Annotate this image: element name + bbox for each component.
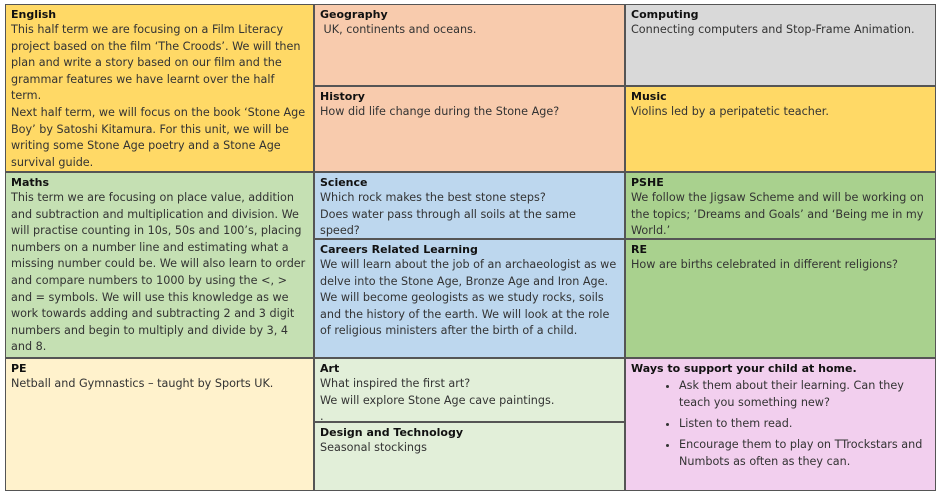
pshe-text: We follow the Jigsaw Scheme and will be working on the topics; ‘Dreams and Goals’ and ‘Being me in my World.’ (631, 191, 924, 238)
geography-heading: Geography (320, 8, 388, 21)
computing-text: Connecting computers and Stop-Frame Animation. (631, 23, 915, 36)
art-line-1: What inspired the first art? (320, 377, 471, 390)
english-heading: English (11, 8, 57, 21)
support-heading: Ways to support your child at home. (631, 362, 857, 375)
maths-text: This term we are focusing on place value, addition and subtraction and multiplication and division. We will practise counting in 10s, 50s and 100’s, placing numbers on a number line and estimating what a missing number could be. We will also learn to order and compare numbers to 1000 by using the <, > and = symbols. We will use this knowledge as we work towards adding and subtracting 2 and 3 digit numbers and begin to multiply and divide by 3, 4 and 8. (11, 191, 306, 354)
maths-heading: Maths (11, 176, 50, 189)
computing-heading: Computing (631, 8, 699, 21)
careers-heading: Careers Related Learning (320, 243, 478, 256)
english-paragraph-1: This half term we are focusing on a Film Literacy project based on the film ‘The Croods’. We will then plan and write a story based on our film and the grammar features we have learnt over the half term. (11, 23, 301, 103)
science-line-2: Does water pass through all soils at the same speed? (320, 207, 576, 238)
music-cell (625, 86, 936, 172)
design-technology-text: Seasonal stockings (320, 441, 427, 454)
careers-text: We will learn about the job of an archaeologist as we delve into the Stone Age, Bronze Age and Iron Age. We will become geologists as we study rocks, soils and the history of the earth. We will look at the role of religious ministers after the birth of a child. (320, 258, 617, 338)
science-line-1: Which rock makes the best stone steps? (320, 191, 546, 204)
maths-cell (5, 172, 314, 358)
art-heading: Art (320, 362, 340, 375)
careers-cell (314, 239, 625, 358)
re-cell (625, 239, 936, 358)
re-heading: RE (631, 243, 647, 256)
design-technology-cell (314, 422, 625, 491)
history-cell (314, 86, 625, 172)
science-heading: Science (320, 176, 368, 189)
art-cell (314, 358, 625, 422)
design-technology-heading: Design and Technology (320, 426, 464, 439)
art-line-3: . (320, 410, 324, 422)
music-text: Violins led by a peripatetic teacher. (631, 105, 829, 118)
support-list (631, 377, 930, 470)
music-heading: Music (631, 90, 667, 103)
history-heading: History (320, 90, 365, 103)
support-item: • Ask them about their learning. Can they teach you something new? (679, 377, 930, 411)
geography-text: UK, continents and oceans. (320, 23, 477, 36)
pshe-heading: PSHE (631, 176, 664, 189)
re-text: How are births celebrated in different religions? (631, 258, 898, 271)
pe-cell (5, 358, 314, 491)
support-cell (625, 358, 936, 491)
art-line-2: We will explore Stone Age cave paintings. (320, 393, 555, 407)
english-paragraph-2: Next half term, we will focus on the book ‘Stone Age Boy’ by Satoshi Kitamura. For this unit, we will be writing some Stone Age poetry and a Stone Age survival guide. (11, 105, 306, 169)
support-item: • Listen to them read. (679, 415, 930, 432)
history-text: How did life change during the Stone Age? (320, 105, 560, 118)
support-item: • Encourage them to play on TTrockstars and Numbots as often as they can. (679, 436, 930, 470)
pe-heading: PE (11, 362, 27, 375)
pe-text: Netball and Gymnastics – taught by Sports UK. (11, 377, 274, 390)
geography-cell (314, 4, 625, 86)
science-cell (314, 172, 625, 239)
computing-cell (625, 4, 936, 86)
english-cell (5, 4, 314, 172)
pshe-cell (625, 172, 936, 239)
